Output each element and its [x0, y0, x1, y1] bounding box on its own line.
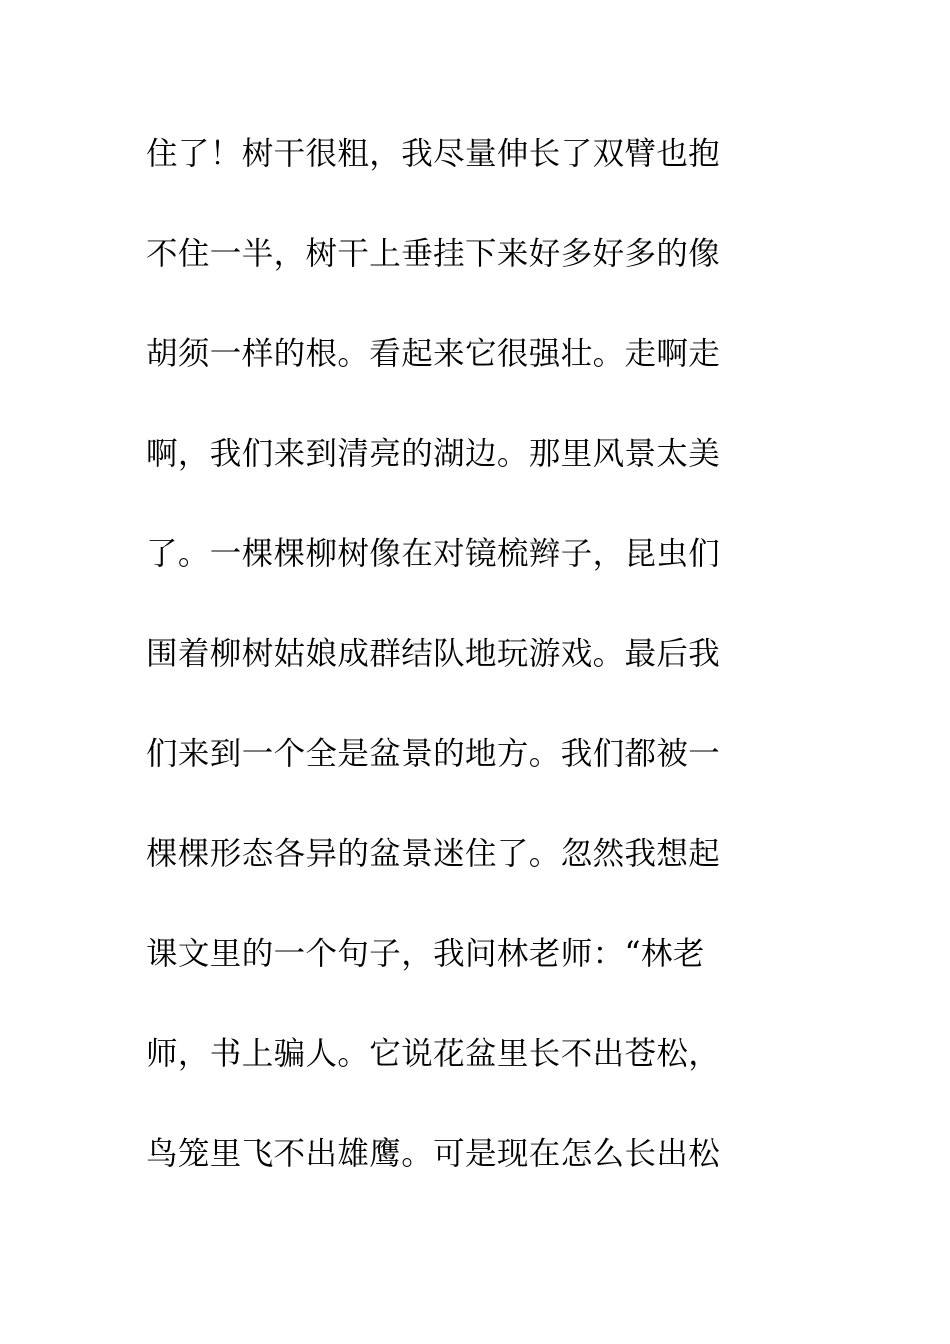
text-line: 胡须一样的根。看起来它很强壮。走啊走 [146, 336, 721, 372]
text-line: 师，书上骗人。它说花盆里长不出苍松， [146, 1036, 721, 1072]
text-line: 们来到一个全是盆景的地方。我们都被一 [146, 736, 721, 772]
text-line: 棵棵形态各异的盆景迷住了。忽然我想起 [146, 836, 721, 872]
text-line: 不住一半，树干上垂挂下来好多好多的像 [146, 236, 721, 272]
body-text [146, 128, 786, 1228]
text-line: 住了！树干很粗，我尽量伸长了双臂也抱 [146, 136, 721, 172]
text-line: 课文里的一个句子，我问林老师：“林老 [146, 936, 705, 972]
text-line: 了。一棵棵柳树像在对镜梳辫子，昆虫们 [146, 536, 721, 572]
text-line: 啊，我们来到清亮的湖边。那里风景太美 [146, 436, 721, 472]
text-line: 围着柳树姑娘成群结队地玩游戏。最后我 [146, 636, 721, 672]
text-line: 鸟笼里飞不出雄鹰。可是现在怎么长出松 [146, 1136, 721, 1172]
